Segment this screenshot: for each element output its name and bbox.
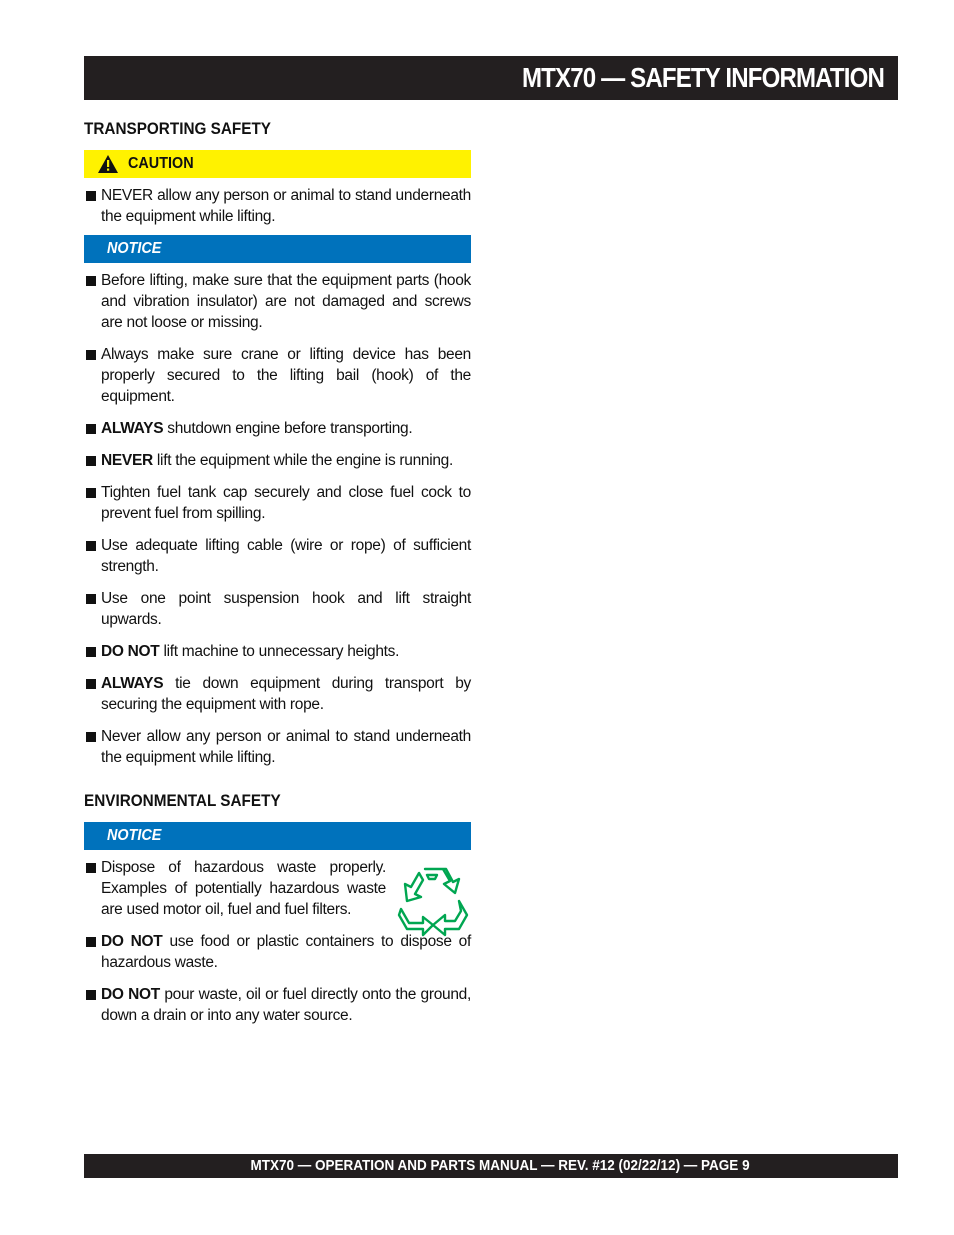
bullet-square-icon	[86, 541, 96, 551]
notice-banner	[84, 822, 471, 850]
bullet-square-icon	[86, 647, 96, 657]
transporting-safety-heading: TRANSPORTING SAFETY	[84, 119, 272, 138]
bullet-square-icon	[86, 191, 96, 201]
bullet-square-icon	[86, 488, 96, 498]
list-item: DO NOT lift machine to unnecessary heights.	[84, 641, 471, 662]
list-item: DO NOT pour waste, oil or fuel directly onto the ground, down a drain or into any water source.	[84, 984, 471, 1026]
bullet-square-icon	[86, 863, 96, 873]
list-item: Dispose of hazardous waste properly. Examples of potentially hazardous waste are used motor oil, fuel and fuel filters.	[84, 857, 471, 920]
list-item: Use adequate lifting cable (wire or rope) of sufficient strength.	[84, 535, 471, 577]
list-item: ALWAYS shutdown engine before transporting.	[84, 418, 471, 439]
environmental-safety-heading: ENVIRONMENTAL SAFETY	[84, 791, 281, 810]
page-header	[84, 56, 898, 100]
list-item: Tighten fuel tank cap securely and close fuel cock to prevent fuel from spilling.	[84, 482, 471, 524]
environmental-list	[84, 857, 471, 1026]
page-title: MTX70 — SAFETY INFORMATION	[521, 62, 884, 93]
bullet-square-icon	[86, 456, 96, 466]
list-item: ALWAYS tie down equipment during transport by securing the equipment with rope.	[84, 673, 471, 715]
bullet-square-icon	[86, 424, 96, 434]
caution-list	[84, 185, 471, 227]
bullet-square-icon	[86, 594, 96, 604]
notice-list	[84, 270, 471, 768]
list-item: Use one point suspension hook and lift straight upwards.	[84, 588, 471, 630]
list-item: DO NOT use food or plastic containers to dispose of hazardous waste.	[84, 931, 471, 973]
list-item: NEVER lift the equipment while the engine is running.	[84, 450, 471, 471]
bullet-square-icon	[86, 732, 96, 742]
list-item: Always make sure crane or lifting device has been properly secured to the lifting bail (hook) of the equipment.	[84, 344, 471, 407]
bullet-square-icon	[86, 990, 96, 1000]
page-footer	[84, 1154, 898, 1178]
footer-text: MTX70 — OPERATION AND PARTS MANUAL — REV. #12 (02/22/12) — PAGE 9	[250, 1157, 750, 1174]
notice-label: NOTICE	[107, 827, 162, 844]
caution-banner	[84, 150, 471, 178]
notice-label: NOTICE	[107, 240, 162, 257]
warning-triangle-icon	[97, 154, 119, 174]
list-item: NEVER allow any person or animal to stand underneath the equipment while lifting.	[84, 185, 471, 227]
content-column	[84, 116, 471, 1026]
bullet-square-icon	[86, 679, 96, 689]
environmental-list-wrap	[84, 857, 471, 1026]
bullet-square-icon	[86, 350, 96, 360]
caution-label: CAUTION	[128, 155, 194, 172]
bullet-square-icon	[86, 276, 96, 286]
notice-banner	[84, 235, 471, 263]
list-item: Never allow any person or animal to stand underneath the equipment while lifting.	[84, 726, 471, 768]
list-item: Before lifting, make sure that the equipment parts (hook and vibration insulator) are not damaged and screws are not loose or missing.	[84, 270, 471, 333]
bullet-square-icon	[86, 937, 96, 947]
